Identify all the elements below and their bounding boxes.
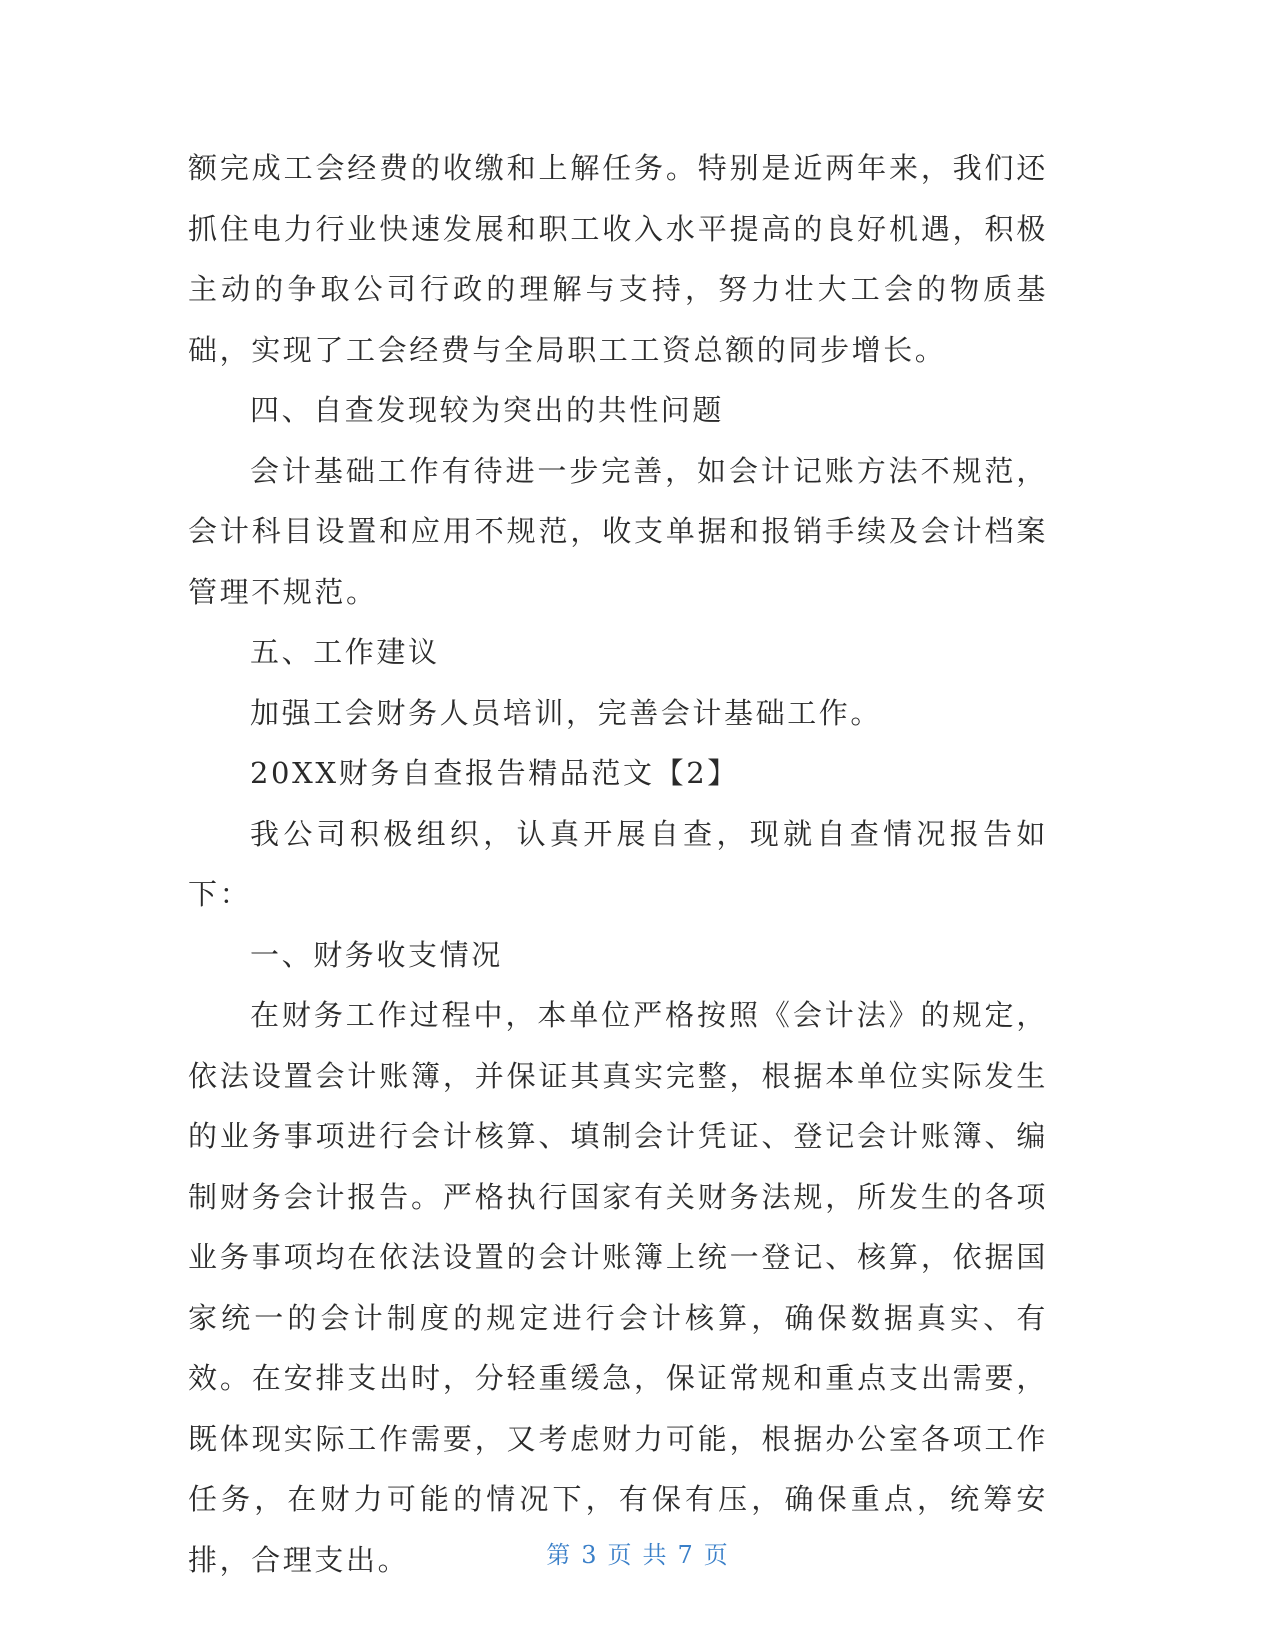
footer-total-pages: 7 <box>677 1541 694 1569</box>
heading-sample-report-2: 20XX财务自查报告精品范文【2】 <box>250 756 739 790</box>
paragraph-training: 加强工会财务人员培训，完善会计基础工作。 <box>250 695 883 730</box>
paragraph-financial-work: 在财务工作过程中，本单位严格按照《会计法》的规定，依法设置会计账簿，并保证其真实完整，根据本单位实际发生的业务事项进行会计核算、填制会计凭证、登记会计账簿、编制财务会计报告。严格执行国家有关财务法规，所发生的各项业务事项均在依法设置的会计账簿上统一登记、核算，依据国家统一的会计制度的规定进行会计核算，确保数据真实、有效。在安排支出时，分轻重缓急，保证常规和重点支出需要，既体现实际工作需要，又考虑财力可能，根据办公室各项工作任务，在财力可能的情况下，有保有压，确保重点，统筹安排，合理支出。 <box>188 998 1048 1577</box>
footer-prefix: 第 <box>546 1541 572 1569</box>
document-body <box>188 138 1048 1590</box>
footer-page-unit: 页 <box>607 1541 633 1569</box>
paragraph-self-check-intro: 我公司积极组织，认真开展自查，现就自查情况报告如下： <box>188 816 1048 911</box>
page-footer <box>0 1535 1275 1570</box>
footer-suffix: 页 <box>703 1541 729 1569</box>
paragraph-fund-collection: 额完成工会经费的收缴和上解任务。特别是近两年来，我们还抓住电力行业快速发展和职工收入水平提高的良好机遇，积极主动的争取公司行政的理解与支持，努力壮大工会的物质基础，实现了工会经费与全局职工工资总额的同步增长。 <box>188 151 1048 367</box>
paragraph-accounting-basics: 会计基础工作有待进一步完善，如会计记账方法不规范，会计科目设置和应用不规范，收支单据和报销手续及会计档案管理不规范。 <box>188 453 1048 609</box>
footer-total-word: 共 <box>642 1541 668 1569</box>
heading-income-expenditure: 一、财务收支情况 <box>250 937 503 972</box>
footer-current-page: 3 <box>581 1541 598 1569</box>
heading-common-problems: 四、自查发现较为突出的共性问题 <box>250 393 725 427</box>
heading-work-suggestions: 五、工作建议 <box>250 635 440 669</box>
